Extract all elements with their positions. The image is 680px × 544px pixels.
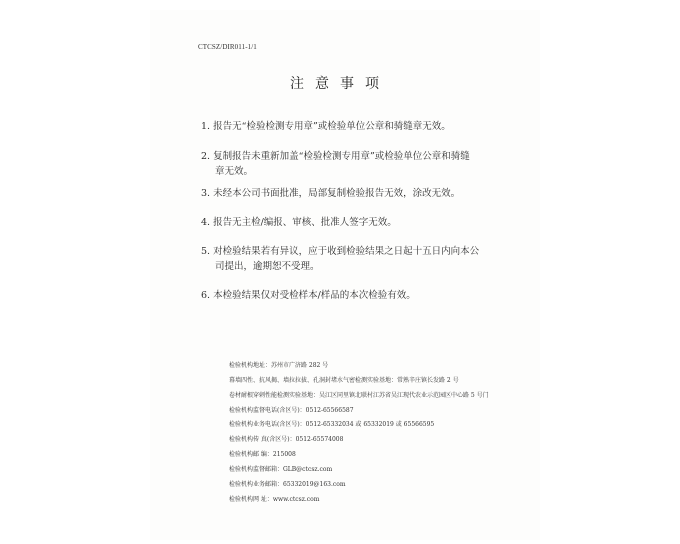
contact-website: 检验机构网 址：www.ctcsz.com (229, 496, 320, 503)
notice-item-5 (201, 244, 479, 274)
contact-fax: 检验机构传 真(含区号)：0512-65574008 (229, 436, 344, 443)
contact-postcode: 检验机构邮 编：215008 (229, 451, 296, 458)
notice-text: 3. 未经本公司书面批准，局部复制检验报告无效，涂改无效。 (201, 188, 461, 199)
notice-text-continued: 章无效。 (215, 166, 254, 177)
contact-lab-base-2: 卷材耐根穿刺性能检测实验基地：吴江区同里镇北联村江苏省吴江现代农业示范园区中心路 5 号门 (229, 392, 489, 399)
notice-text: 1. 报告无“检验检测专用章”或检验单位公章和骑缝章无效。 (201, 121, 451, 132)
contact-supervision-phone: 检验机构监督电话(含区号)：0512-65566587 (229, 407, 354, 414)
notice-text: 2. 复制报告未重新加盖“检验检测专用章”或检验单位公章和骑缝 (201, 151, 470, 162)
contact-business-email: 检验机构业务邮箱：65332019@163.com (229, 481, 346, 488)
notice-item-4 (201, 215, 397, 230)
notice-text: 5. 对检验结果若有异议，应于收到检验结果之日起十五日内向本公 (201, 246, 480, 257)
contact-address: 检验机构地址：苏州市广济路 282 号 (229, 362, 329, 369)
notice-item-3 (201, 186, 460, 201)
notice-text: 4. 报告无主检/编报、审核、批准人签字无效。 (201, 217, 397, 228)
contact-lab-base-1: 幕墙四性、抗风揭、墙拉拉拔、孔洞封堵水气密检测实验基地：常熟辛庄镇长发路 2 号 (229, 377, 459, 384)
document-code: CTCSZ/DIR011-1/1 (198, 43, 257, 51)
contact-supervision-email: 检验机构监督邮箱：GLB@ctcsz.com (229, 466, 333, 473)
notice-item-6 (201, 288, 416, 303)
notice-item-2 (201, 149, 470, 179)
contact-business-phone: 检验机构业务电话(含区号)：0512-65332034 或 65332019 或 65566595 (229, 421, 435, 428)
page-title: 注意事项 (290, 76, 390, 92)
notice-text: 6. 本检验结果仅对受检样本/样品的本次检验有效。 (201, 290, 416, 301)
notice-text-continued: 司提出，逾期恕不受理。 (215, 261, 320, 272)
notice-item-1 (201, 119, 451, 134)
